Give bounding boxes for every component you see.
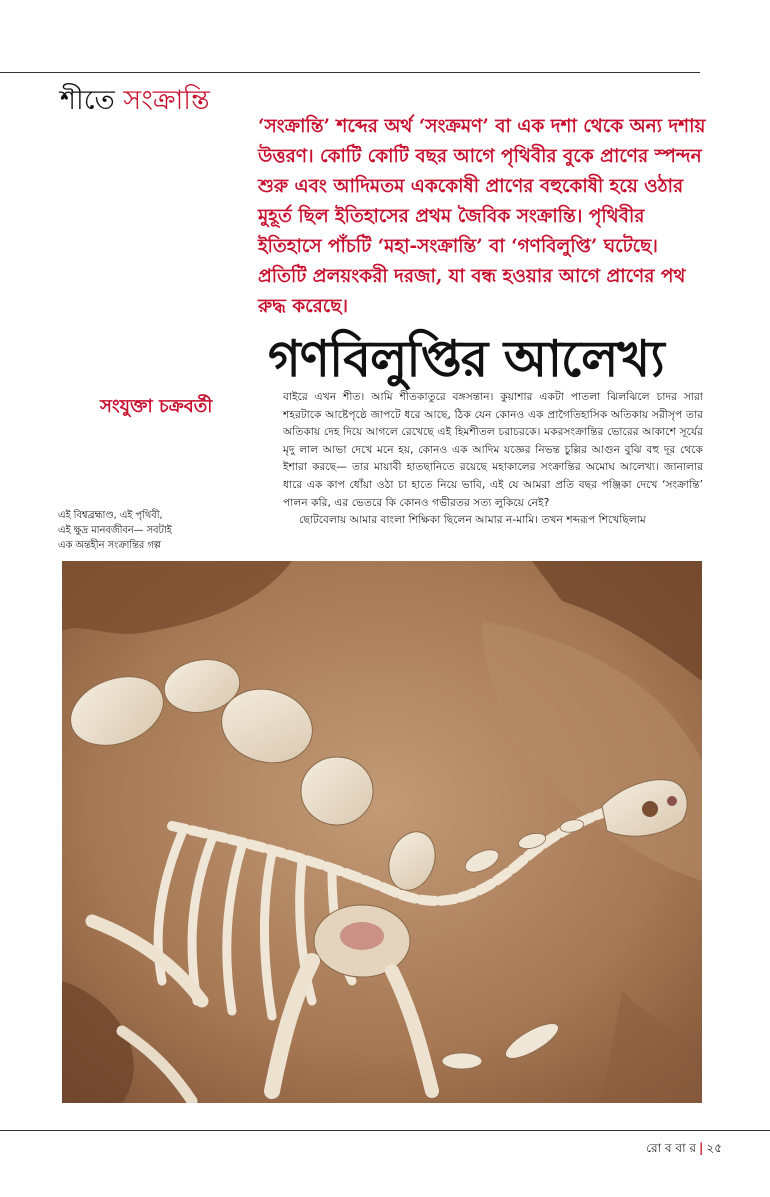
article-headline: গণবিলুপ্তির আলেখ্য	[268, 330, 664, 388]
pelvis-stain	[340, 922, 384, 950]
fossil-illustration	[62, 561, 702, 1103]
standfirst: ‘সংক্রান্তি’ শব্দের অর্থ ‘সংক্রমণ’ বা এক দশা থেকে অন্য দশায় উত্তরণ। কোটি কোটি বছর আগে পৃথিবীর বুকে প্রাণের স্পন্দন শুরু এবং আদিমতম এককোষী প্রাণের বহুকোষী হয়ে ওঠার মুহূর্ত ছিল ইতিহাসের প্রথম জৈবিক সংক্রান্তি। পৃথিবীর ইতিহাসে পাঁচটি ‘মহা-সংক্রান্তি’ বা ‘গণবিলুপ্তি’ ঘটেছে। প্রতিটি প্রলয়ংকরী দরজা, যা বন্ধ হওয়ার আগে প্রাণের পথ রুদ্ধ করেছে।	[258, 116, 706, 317]
author-byline: সংযুক্তা চক্রবর্তী	[100, 396, 213, 417]
caption-line-2: এই ক্ষুদ্র মানবজীবন— সবটাই	[58, 525, 172, 536]
bone-fragment	[442, 1053, 482, 1069]
page-folio	[646, 1140, 722, 1160]
image-caption	[58, 508, 228, 553]
section-header	[60, 80, 210, 125]
nostril	[667, 796, 677, 806]
magazine-name: রো ব বা র	[646, 1141, 697, 1155]
page-number: ২৫	[706, 1141, 722, 1155]
dorsal-plate	[301, 757, 373, 825]
section-word-2: সংক্রান্তি	[123, 85, 210, 116]
top-rule	[0, 72, 700, 73]
folio-separator: |	[699, 1141, 704, 1155]
caption-line-1: এই বিশ্বব্রহ্মাণ্ড, এই পৃথিবী,	[58, 510, 163, 521]
section-word-1: শীতে	[60, 85, 115, 116]
body-paragraph-2: ছোটবেলায় আমার বাংলা শিক্ষিকা ছিলেন আমার ন-মামি। তখন শব্দরূপ শিখেছিলাম	[299, 513, 646, 527]
caption-line-3: এক অন্তহীন সংক্রান্তির গল্প	[58, 540, 161, 551]
body-paragraph-1: বাইরে এখন শীত। আমি শীতকাতুরে বঙ্গসন্তান। কুয়াশার একটা পাতলা ঝিলঝিলে চাদর সারা শহরটাকে আষ্টেপৃষ্ঠে জাপটে ধরে আছে, ঠিক যেন কোনও এক প্রাগৈতিহাসিক অতিকায় সরীসৃপ তার অতিকায় দেহ দিয়ে আগলে রেখেছে এই হিমশীতল চরাচরকে। মকরসংক্রান্তির ভোরের আকাশে সূর্যের মৃদু লাল আভা দেখে মনে হয়, কোনও এক আদিম যজ্ঞের নিভন্ত চুল্লির আগুন বুঝি বহু দূর থেকে ইশারা করছে— তার মায়াবী হাতছানিতে রয়েছে মহাকালের সংক্রান্তির অমোঘ আলেখ্য। জানালার ধারে এক কাপ ধোঁয়া ওঠা চা হাতে নিয়ে ভাবি, এই যে আমরা প্রতি বছর পঞ্জিকা দেখে ‘সংক্রান্তি’ পালন করি, এর ভেতরে কি কোনও গভীরতর সত্য লুকিয়ে নেই?	[283, 390, 703, 509]
article-body	[283, 388, 703, 529]
soil-background	[62, 561, 702, 1103]
fossil-photo	[62, 561, 702, 1103]
bottom-rule	[0, 1130, 770, 1131]
eye-socket	[642, 801, 658, 817]
